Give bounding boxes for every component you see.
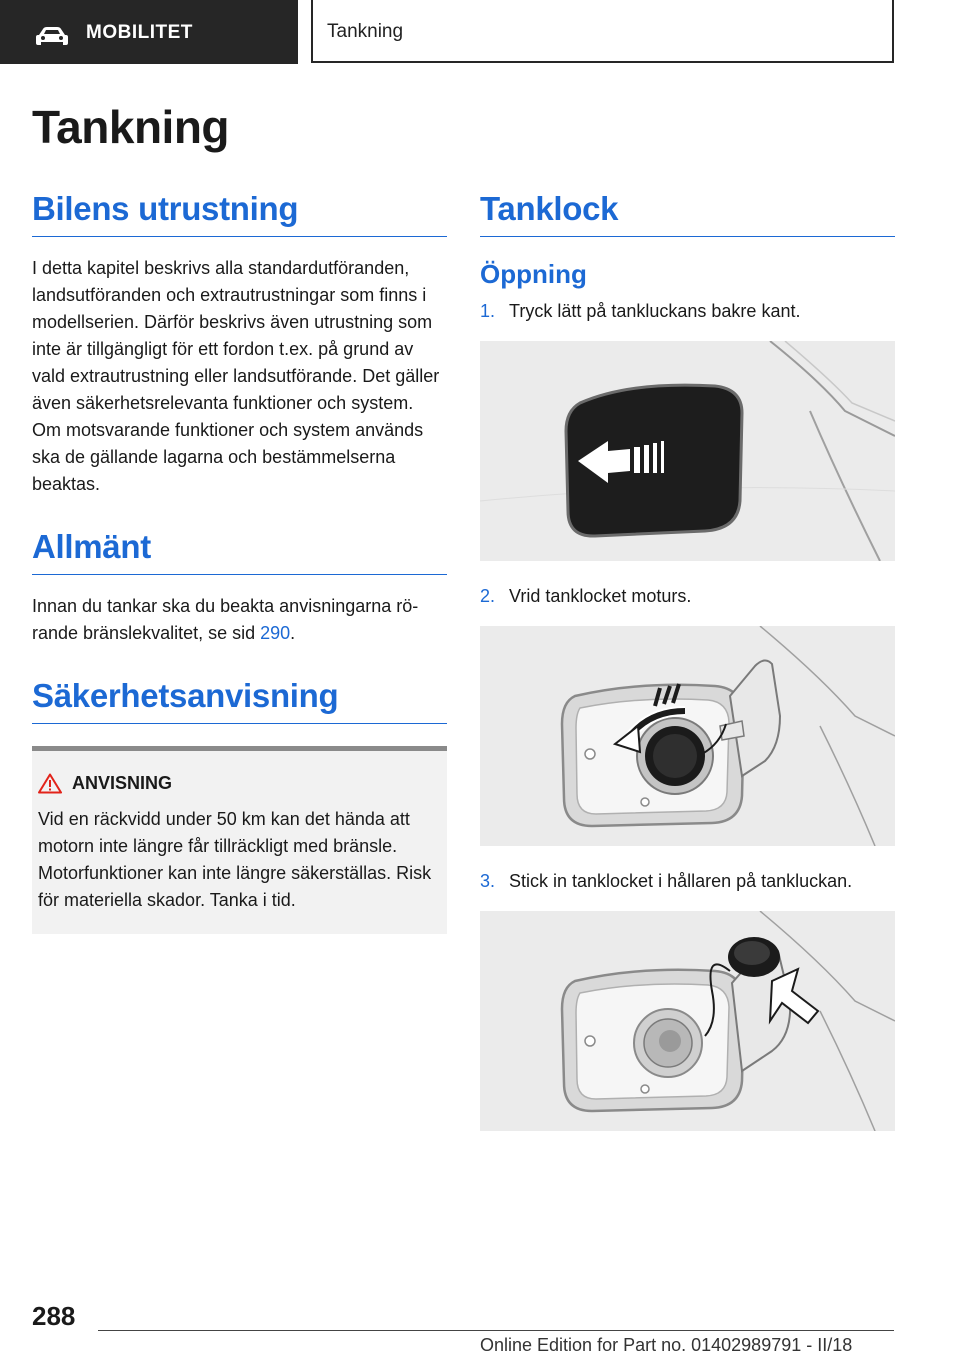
notice-text: Vid en räckvidd under 50 km kan det hända att motorn inte längre får tillräckligt med bränsle. Motorfunktioner kan inte längre säkerställas. Risk för materiella skador. Tanka i tid. <box>38 809 432 910</box>
general-text <box>32 593 447 647</box>
right-column <box>480 190 895 1153</box>
footer-divider <box>98 1330 894 1331</box>
general-section <box>32 528 447 647</box>
safety-heading: Säkerhetsanvisning <box>32 677 447 724</box>
steps-list <box>480 298 895 1131</box>
page-number: 288 <box>32 1301 76 1331</box>
notice-title: ANVISNING <box>72 773 173 793</box>
fuel-flap-closed-illustration <box>480 341 895 561</box>
opening-subheading: Öppning <box>480 259 587 289</box>
list-item <box>480 868 895 1131</box>
step-number: 3. <box>480 871 496 891</box>
list-item <box>480 298 895 561</box>
equipment-text: I detta kapitel beskrivs alla standardutföranden, landsutföranden och extrautrustningar som finns i modellserien. Därför beskrivs även utrustning som inte är tillgängligt för ett fordon t.ex. på grund av vald extrautrustning eller landsutförande. Det gäller även säkerhetsrelevanta funktioner och system. Om motsvarande funktioner och system används ska de gällande lagarna och bestämmelserna beaktas. <box>32 258 440 494</box>
warning-triangle-icon <box>38 773 62 794</box>
section-tab[interactable] <box>0 0 298 64</box>
notice-box <box>32 746 447 934</box>
step-number: 1. <box>480 301 496 321</box>
general-heading: Allmänt <box>32 528 447 575</box>
equipment-section <box>32 190 447 498</box>
section-label: MOBILITET <box>86 22 193 43</box>
notice-header <box>38 773 439 794</box>
general-text-after: . <box>290 623 296 643</box>
list-item <box>480 583 895 846</box>
left-column <box>32 190 447 934</box>
page-reference-link[interactable]: 290 <box>260 623 291 643</box>
page-title: Tankning <box>32 101 230 153</box>
step-text: Tryck lätt på tankluckans bakre kant. <box>509 301 801 321</box>
step-text: Vrid tanklocket moturs. <box>509 586 692 606</box>
general-text-before: Innan du tankar ska du beakta anvisningarna rörande bränslekvalitet, se sid <box>32 596 419 643</box>
equipment-heading: Bilens utrustning <box>32 190 447 237</box>
fuel-cap-holder-illustration <box>480 911 895 1131</box>
fuel-cap-heading: Tanklock <box>480 190 895 237</box>
step-text: Stick in tanklocket i hållaren på tankluckan. <box>509 871 853 891</box>
chapter-header <box>311 0 894 63</box>
step-number: 2. <box>480 586 496 606</box>
fuel-cap-turning-illustration <box>480 626 895 846</box>
safety-section <box>32 677 447 934</box>
footer-edition: Online Edition for Part no. 01402989791 - II/18 <box>480 1335 853 1355</box>
chapter-label: Tankning <box>327 21 404 42</box>
car-icon <box>36 26 68 46</box>
